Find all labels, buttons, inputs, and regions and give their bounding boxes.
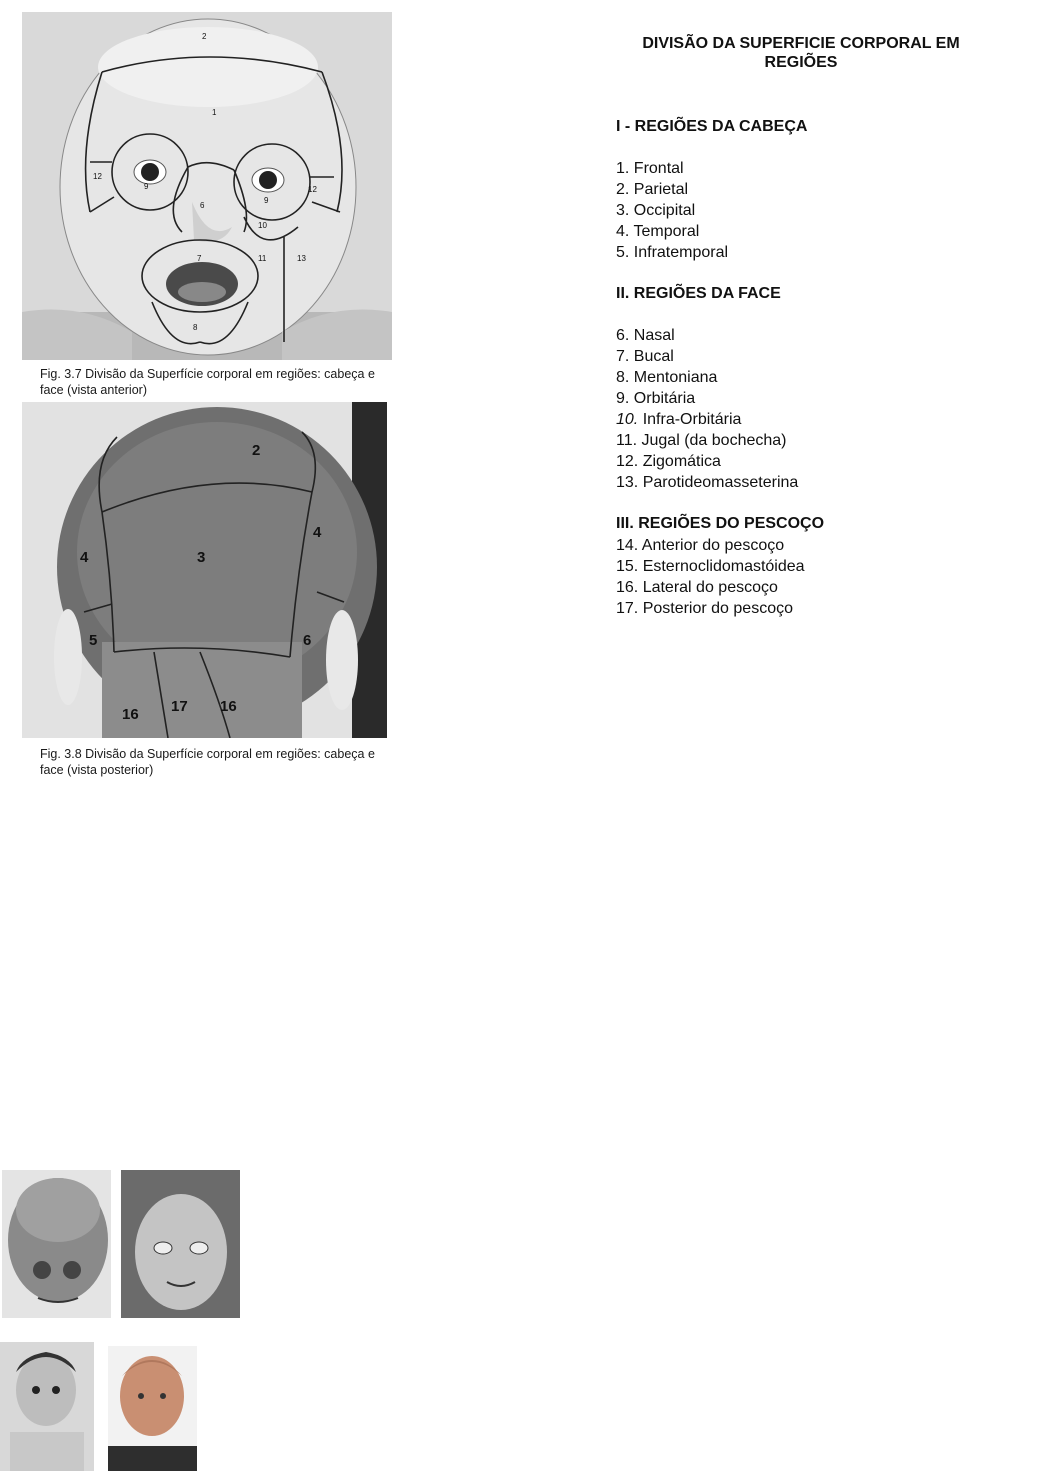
region-label: 4 (313, 524, 322, 541)
patient-photo (0, 1342, 94, 1471)
list-item: 16. Lateral do pescoço (616, 579, 778, 596)
region-label: 6 (200, 201, 205, 210)
section-list (616, 158, 728, 263)
region-label: 3 (197, 549, 206, 566)
patient-photo (121, 1170, 240, 1318)
region-label: 16 (122, 706, 139, 723)
region-label: 12 (308, 185, 317, 194)
section-heading: II. REGIÕES DA FACE (616, 285, 781, 302)
patient-photo (2, 1170, 111, 1318)
figure-posterior-view (22, 402, 387, 738)
list-item: 8. Mentoniana (616, 369, 718, 386)
list-item: 14. Anterior do pescoço (616, 537, 785, 554)
list-item: 17. Posterior do pescoço (616, 600, 793, 617)
section-list (616, 535, 805, 619)
region-label: 9 (264, 196, 269, 205)
region-label: 2 (252, 442, 261, 459)
list-item: 1. Frontal (616, 160, 684, 177)
section-heading: III. REGIÕES DO PESCOÇO (616, 515, 825, 532)
region-label: 11 (258, 254, 267, 263)
region-label: 1 (212, 108, 217, 117)
list-item: 12. Zigomática (616, 453, 721, 470)
region-label: 7 (197, 254, 202, 263)
list-item: 2. Parietal (616, 181, 689, 198)
list-item: 11. Jugal (da bochecha) (616, 432, 787, 449)
region-label: 9 (144, 182, 149, 191)
section-heading: I - REGIÕES DA CABEÇA (616, 118, 808, 135)
list-item: 13. Parotideomasseterina (616, 474, 799, 491)
region-label: 6 (303, 632, 312, 649)
figure-anterior-view (22, 12, 392, 360)
figure-caption-anterior: Fig. 3.7 Divisão da Superfície corporal em regiões: cabeça e face (vista anterior) (40, 367, 375, 397)
list-item: 7. Bucal (616, 348, 674, 365)
region-label: 5 (89, 632, 98, 649)
region-label: 13 (297, 254, 306, 263)
region-label: 2 (202, 32, 207, 41)
list-item: 4. Temporal (616, 223, 700, 240)
region-label: 10 (258, 221, 267, 230)
list-item-number: 10. (616, 411, 639, 428)
region-label: 4 (80, 549, 89, 566)
region-label: 16 (220, 698, 237, 715)
list-item: 5. Infratemporal (616, 244, 729, 261)
page-title: DIVISÃO DA SUPERFICIE CORPORAL EM REGIÕES (642, 35, 960, 71)
list-item: 15. Esternoclidomastóidea (616, 558, 805, 575)
region-label: 8 (193, 323, 198, 332)
section-list (616, 325, 798, 493)
list-item: 3. Occipital (616, 202, 696, 219)
region-label: 17 (171, 698, 188, 715)
list-item (616, 409, 798, 430)
patient-photo (108, 1346, 197, 1471)
region-label: 12 (93, 172, 102, 181)
figure-caption-posterior: Fig. 3.8 Divisão da Superfície corporal em regiões: cabeça e face (vista posterior) (40, 747, 375, 777)
list-item: 6. Nasal (616, 327, 675, 344)
list-item: 9. Orbitária (616, 390, 696, 407)
list-item-label: Infra-Orbitária (642, 411, 742, 428)
